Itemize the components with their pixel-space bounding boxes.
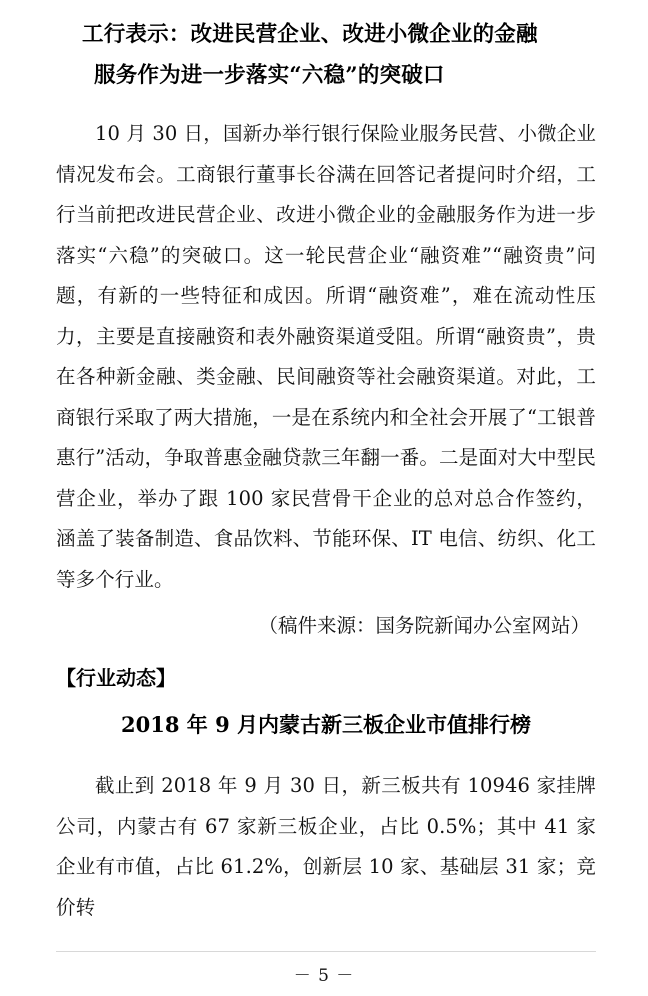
footer-divider	[56, 951, 596, 952]
source-attribution: （稿件来源：国务院新闻办公室网站）	[258, 614, 590, 637]
headline-line-2: 服务作为进一步落实“六稳”的突破口	[94, 63, 445, 88]
section-title: 2018 年 9 月内蒙古新三板企业市值排行榜	[121, 712, 531, 737]
headline-line-1: 工行表示：改进民营企业、改进小微企业的金融	[82, 22, 538, 47]
page-title	[56, 14, 596, 96]
article-paragraph: 10 月 30 日，国新办举行银行保险业服务民营、小微企业情况发布会。工商银行董事长谷满在回答记者提问时介绍，工行当前把改进民营企业、改进小微企业的金融服务作为进一步落实“六稳”的突破口。这一轮民营企业“融资难”“融资贵”问题，有新的一些特征和成因。所谓“融资难”，难在流动性压力，主要是直接融资和表外融资渠道受阻。所谓“融资贵”，贵在各种新金融、类金融、民间融资等社会融资渠道。对此，工商银行采取了两大措施，一是在系统内和全社会开展了“工银普惠行”活动，争取普惠金融贷款三年翻一番。二是面对大中型民营企业，举办了跟 100 家民营骨干企业的总对总合作签约，涵盖了装备制造、食品饮料、节能环保、IT 电信、纺织、化工等多个行业。	[56, 122, 596, 591]
section-marker: 【行业动态】	[56, 666, 176, 690]
section-paragraph: 截止到 2018 年 9 月 30 日，新三板共有 10946 家挂牌公司，内蒙古有 67 家新三板企业，占比 0.5%；其中 41 家企业有市值，占比 61.2%，创新层 10 家、基础层 31 家；竞价转	[56, 774, 596, 919]
page-number: － 5 －	[293, 966, 355, 986]
